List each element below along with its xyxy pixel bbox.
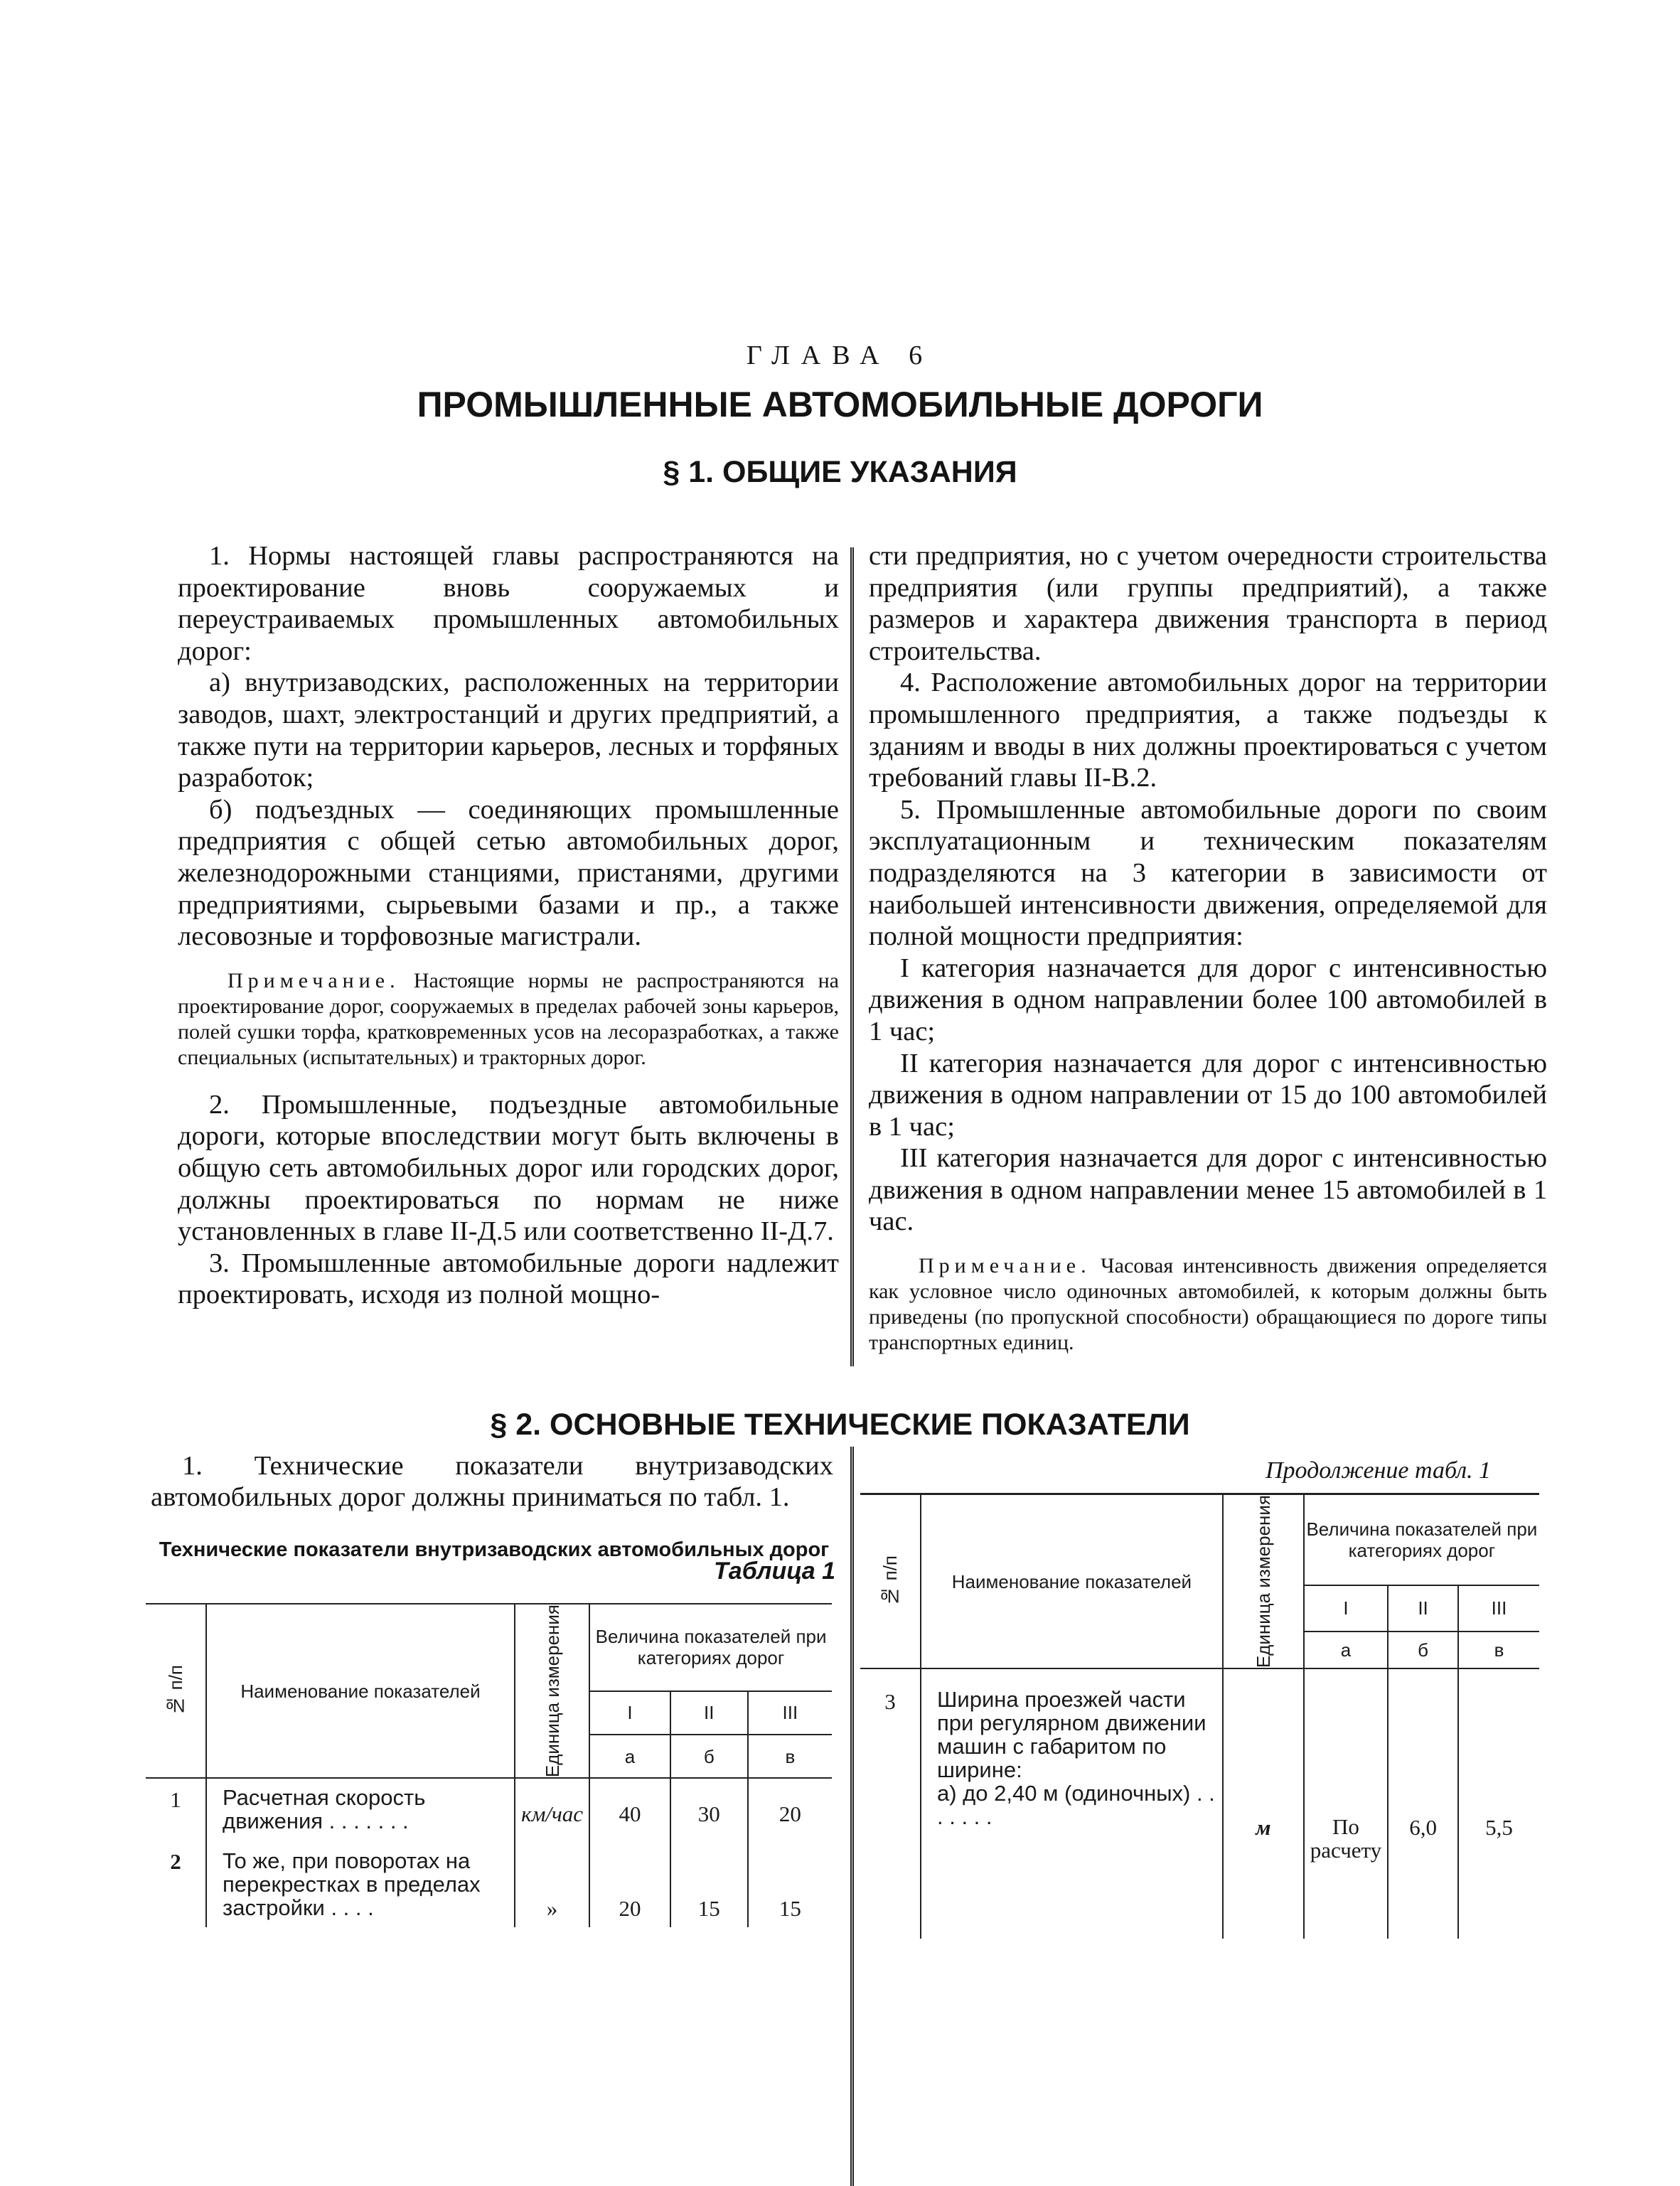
header-unit: Единица измерения xyxy=(1223,1494,1304,1669)
paragraph-5: 5. Промышленные автомобильные дороги по своим эксплуатационным и техническим показателям подразделяются на 3 категории в зависимости от наибольшей интенсивности движения, определяемой для полной мощности предприятия: xyxy=(869,794,1547,952)
header-unit: Единица измерения xyxy=(515,1604,589,1778)
table-row: 2 То же, при поворотах на перекрестках в пределах застройки . . . . » 20 15 15 xyxy=(146,1849,832,1927)
paragraph-1a: а) внутризаводских, расположенных на территории заводов, шахт, электростанций и других предприятий, а также пути на территории карьеров, лесных и торфяных разработок; xyxy=(178,668,839,793)
paragraph-2: 2. Промышленные, подъездные автомобильные дороги, которые впоследствии могут быть включены в общую сеть автомобильных дорог или городских дорог, должны проектироваться по нормам не ниже установленных в главе II-Д.5 или соответственно II-Д.7. xyxy=(178,1089,839,1247)
header-sub-2: б xyxy=(670,1735,748,1778)
section-2-intro xyxy=(151,1450,833,1513)
header-num: № п/п xyxy=(146,1604,206,1778)
column-divider xyxy=(850,547,854,1366)
note-1 xyxy=(178,968,839,1071)
note-text: Настоящие нормы не распространяются на проектирование дорог, сооружаемых в пределах рабочей зоны карьеров, полей сушки торфа, кратковременных усов на лесоразработках, а также специальных (испытательных) и тракторных дорог. xyxy=(178,968,840,1069)
right-column xyxy=(869,540,1547,1374)
note-label: Примечание. xyxy=(228,968,400,992)
header-values: Величина показателей при категориях дорог xyxy=(1304,1494,1539,1586)
paragraph-1: 1. Нормы настоящей главы распространяются на проектирование вновь сооружаемых и переустраиваемых промышленных автомобильных дорог: xyxy=(178,541,839,666)
table-row: 3 Ширина проезжей части при регулярном движении машин с габаритом по ширине: а) до 2,40 м (одиночных) . . . . . . . м По расчету 6,0 5,5 xyxy=(860,1668,1539,1939)
table-title xyxy=(142,1538,846,1585)
note-2 xyxy=(869,1253,1547,1356)
category-3: III категория назначается для дорог с интенсивностью движения в одном направлении менее 15 автомобилей в 1 час. xyxy=(869,1143,1547,1237)
note-text: Часовая интенсивность движения определяется как условное число одиночных автомобилей, к которым должны быть приведены (по пропускной способности) обращающиеся по дороге типы транспортных единиц. xyxy=(869,1254,1547,1355)
intro-text: 1. Технические показатели внутризаводских автомобильных дорог должны приниматься по табл. 1. xyxy=(151,1451,833,1512)
table-row: 1 Расчетная скорость движения . . . . . . . км/час 40 30 20 xyxy=(146,1778,832,1849)
paragraph-3-continued: сти предприятия, но с учетом очередности строительства предприятия (или группы предприятий), а также размеров и характера движения транспорта в период строительства. xyxy=(869,541,1547,666)
category-1: I категория назначается для дорог с интенсивностью движения в одном направлении более 100 автомобилей в 1 час; xyxy=(869,953,1547,1046)
table-1 xyxy=(146,1603,832,1927)
header-name: Наименование показателей xyxy=(206,1604,515,1778)
header-sub-3: в xyxy=(785,1745,796,1767)
header-values: Величина показателей при категориях дорог xyxy=(589,1604,832,1691)
paragraph-4: 4. Расположение автомобильных дорог на территории промышленного предприятия, а также подъезды к зданиям и вводы в них должны проектироваться с учетом требований главы II-В.2. xyxy=(869,668,1547,793)
row-name: Ширина проезжей части при регулярном движении машин с габаритом по ширине: xyxy=(937,1687,1207,1783)
column-divider-2 xyxy=(850,1447,854,2186)
table-1-continued: № п/п Наименование показателей Единица измерения Величина показателей при категориях дорог I II III а б в 3 Ширина проезжей части при регулярном движении машин с габаритом по ширине: а) до 2,40 м (одиночных) . . . . . . . м По расчету 6,0 5,5 xyxy=(860,1493,1539,1939)
header-sub-1: а xyxy=(589,1735,670,1778)
header-cat-2: II xyxy=(670,1691,748,1735)
section-1-heading: § 1. ОБЩИЕ УКАЗАНИЯ xyxy=(663,455,1017,489)
left-column xyxy=(178,540,839,1311)
paragraph-3: 3. Промышленные автомобильные дороги надлежит проектировать, исходя из полной мощно- xyxy=(178,1248,839,1310)
table-title-text: Технические показатели внутризаводских автомобильных дорог xyxy=(159,1538,830,1561)
row-sub-name: а) до 2,40 м (одиночных) . . . . . . . xyxy=(937,1781,1215,1830)
section-2-heading: § 2. ОСНОВНЫЕ ТЕХНИЧЕСКИЕ ПОКАЗАТЕЛИ xyxy=(490,1408,1190,1442)
continuation-label: Продолжение табл. 1 xyxy=(1266,1457,1492,1484)
header-name: Наименование показателей xyxy=(921,1494,1223,1669)
chapter-title: ПРОМЫШЛЕННЫЕ АВТОМОБИЛЬНЫЕ ДОРОГИ xyxy=(417,385,1263,424)
table-label: Таблица 1 xyxy=(714,1558,835,1585)
category-2: II категория назначается для дорог с интенсивностью движения в одном направлении от 15 до 100 автомобилей в 1 час; xyxy=(869,1048,1547,1142)
note-label: Примечание. xyxy=(919,1254,1091,1278)
header-cat-1: I xyxy=(589,1691,670,1735)
header-num: № п/п xyxy=(860,1494,921,1669)
paragraph-1b: б) подъездных — соединяющих промышленные предприятия с общей сетью автомобильных дорог, железнодорожными станциями, пристанями, другими предприятиями, сырьевыми базами и пр., а также лесовозные и торфовозные магистрали. xyxy=(178,794,839,952)
chapter-label: ГЛАВА 6 xyxy=(746,341,934,370)
header-cat-3: III xyxy=(748,1691,832,1735)
